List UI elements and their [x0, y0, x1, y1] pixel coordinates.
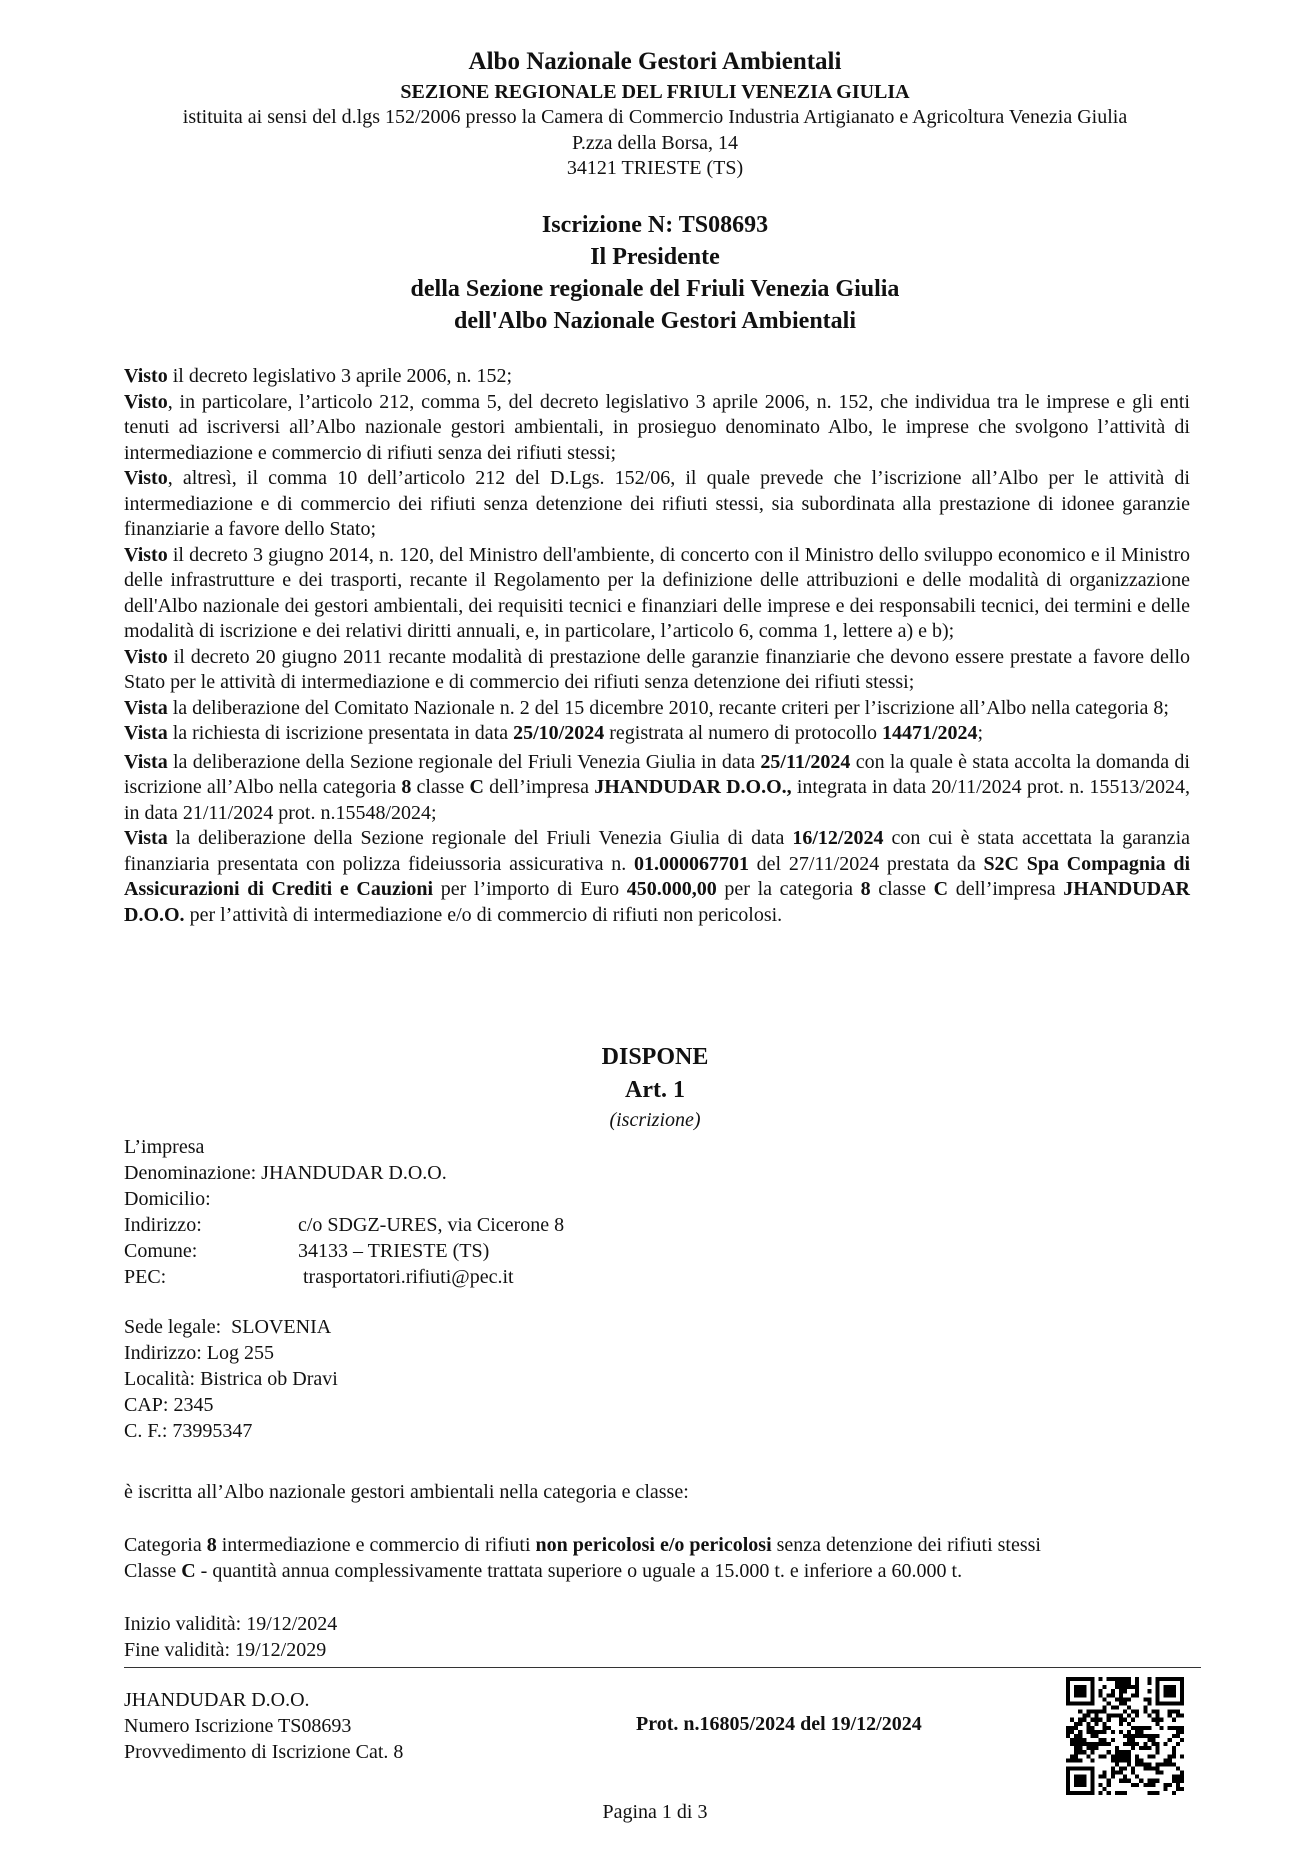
page-number: Pagina 1 di 3: [602, 1801, 708, 1823]
domicile-row-value: 34133 – TRIESTE (TS): [298, 1240, 490, 1262]
footer-info: [124, 1687, 403, 1765]
category-line: Categoria 8 intermediazione e commercio di rifiuti non pericolosi e/o pericolosi senza detenzione dei rifiuti stessi: [124, 1534, 1041, 1556]
class-line: Classe C - quantità annua complessivamente trattata superiore o uguale a 15.000 t. e inferiore a 60.000 t.: [124, 1560, 963, 1582]
footer-number: Numero Iscrizione TS08693: [124, 1715, 352, 1737]
company-name: Denominazione: JHANDUDAR D.O.O.: [124, 1162, 447, 1184]
president-title: Il Presidente: [590, 244, 720, 270]
domicile-row-label: Comune:: [124, 1240, 198, 1262]
domicile-fields: [124, 1212, 564, 1290]
article-subtitle: (iscrizione): [609, 1109, 701, 1131]
qr-code-icon: [1066, 1677, 1184, 1795]
header-title: Albo Nazionale Gestori Ambientali: [468, 48, 842, 75]
header-address: P.zza della Borsa, 14: [571, 132, 739, 154]
validity-block: [124, 1611, 337, 1663]
validity-start: Inizio validità: 19/12/2024: [124, 1613, 338, 1635]
domicile-row-value: c/o SDGZ-URES, via Cicerone 8: [298, 1214, 565, 1236]
domicile-label: Domicilio:: [124, 1188, 211, 1210]
footer-measure: Provvedimento di Iscrizione Cat. 8: [124, 1741, 404, 1763]
enrolled-line: è iscritta all’Albo nazionale gestori ambientali nella categoria e classe:: [124, 1481, 689, 1503]
section-line: della Sezione regionale del Friuli Venezia Giulia: [410, 276, 900, 302]
recital-0: Visto il decreto legislativo 3 aprile 2006, n. 152;: [124, 365, 513, 387]
legal-seat-line: C. F.: 73995347: [124, 1420, 253, 1442]
legal-seat-line: Località: Bistrica ob Dravi: [124, 1368, 338, 1390]
legal-seat-line: CAP: 2345: [124, 1394, 214, 1416]
recital-3: Visto il decreto 3 giugno 2014, n. 120, del Ministro dell'ambiente, di concerto con il Ministro dello sviluppo economico e il Ministro delle infrastrutture e dei trasporti, recante il Regolamento per la definizione delle attribuzioni e delle modalità di organizzazione dell'Albo nazionale dei gestori ambientali, dei requisiti tecnici e finanziari delle imprese e dei responsabili tecnici, dei termini e delle modalità di iscrizione e dei relativi diritti annuali, e, in particolare, l’articolo 6, comma 1, lettere a) e b);: [124, 543, 1190, 642]
legal-seat-line: Sede legale: SLOVENIA: [124, 1316, 332, 1338]
company-info: [124, 1134, 564, 1290]
legal-seat-line: Indirizzo: Log 255: [124, 1342, 274, 1364]
registration-number: Iscrizione N: TS08693: [541, 212, 769, 238]
domicile-row: [124, 1264, 564, 1290]
recital-guarantee: Vista la deliberazione della Sezione regionale del Friuli Venezia Giulia di data 16/12/2024 con cui è stata accettata la garanzia finanziaria presentata con polizza fideiussoria assicurativa n. 01.000067701 del 27/11/2024 prestata da S2C Spa Compagnia di Assicurazioni di Crediti e Cauzioni per l’importo di Euro 450.000,00 per la categoria 8 classe C dell’impresa JHANDUDAR D.O.O. per l’attività di intermediazione e/o di commercio di rifiuti non pericolosi.: [124, 827, 1190, 926]
dispone-title: DISPONE: [601, 1044, 709, 1070]
header-section: SEZIONE REGIONALE DEL FRIULI VENEZIA GIULIA: [400, 81, 910, 103]
recitals: [124, 364, 1190, 928]
recital-4: Visto il decreto 20 giugno 2011 recante modalità di prestazione delle garanzie finanziarie che devono essere prestate a favore dello Stato per le attività di intermediazione e di commercio dei rifiuti senza detenzione dei rifiuti stessi;: [124, 645, 1190, 693]
footer-protocol: Prot. n.16805/2024 del 19/12/2024: [636, 1713, 922, 1735]
recitals-list: [124, 364, 1190, 721]
domicile-row: [124, 1212, 564, 1238]
albo-line: dell'Albo Nazionale Gestori Ambientali: [454, 308, 856, 334]
legal-seat-list: [124, 1314, 338, 1444]
recital-deliberation: Vista la deliberazione della Sezione regionale del Friuli Venezia Giulia in data 25/11/2024 con la quale è stata accolta la domanda di iscrizione all’Albo nella categoria 8 classe C dell’impresa JHANDUDAR D.O.O., integrata in data 20/11/2024 prot. n. 15513/2024, in data 21/11/2024 prot. n.15548/2024;: [124, 750, 1190, 824]
footer-divider: [124, 1667, 1201, 1668]
company-intro: L’impresa: [124, 1136, 205, 1158]
domicile-row-value: trasportatori.rifiuti@pec.it: [298, 1266, 514, 1288]
validity-end: Fine validità: 19/12/2029: [124, 1639, 327, 1661]
footer-company: JHANDUDAR D.O.O.: [124, 1689, 310, 1711]
domicile-row: [124, 1238, 564, 1264]
article-title: Art. 1: [625, 1077, 685, 1103]
domicile-row-label: PEC:: [124, 1266, 167, 1288]
recital-2: Visto, altresì, il comma 10 dell’articolo 212 del D.Lgs. 152/06, il quale prevede che l’iscrizione all’Albo per le attività di intermediazione e di commercio dei rifiuti senza detenzione dei rifiuti stessi, sia subordinata alla prestazione di idonee garanzie finanziarie a favore dello Stato;: [124, 467, 1190, 540]
domicile-row-label: Indirizzo:: [124, 1214, 202, 1236]
recital-request: Vista la richiesta di iscrizione presentata in data 25/10/2024 registrata al numero di protocollo 14471/2024;: [124, 722, 984, 744]
header-city: 34121 TRIESTE (TS): [566, 157, 744, 179]
header-established: istituita ai sensi del d.lgs 152/2006 presso la Camera di Commercio Industria Artigianato e Agricoltura Venezia Giulia: [182, 106, 1128, 128]
recital-1: Visto, in particolare, l’articolo 212, comma 5, del decreto legislativo 3 aprile 2006, n. 152, che individua tra le imprese e gli enti tenuti ad iscriversi all’Albo nazionale gestori ambientali, in prosieguo denominato Albo, le imprese che svolgono l’attività di intermediazione e commercio di rifiuti senza dei rifiuti stessi;: [124, 390, 1190, 464]
recital-5: Vista la deliberazione del Comitato Nazionale n. 2 del 15 dicembre 2010, recante criteri per l’iscrizione all’Albo nella categoria 8;: [124, 696, 1169, 719]
category-block: [124, 1532, 1041, 1584]
legal-seat: [124, 1314, 338, 1444]
